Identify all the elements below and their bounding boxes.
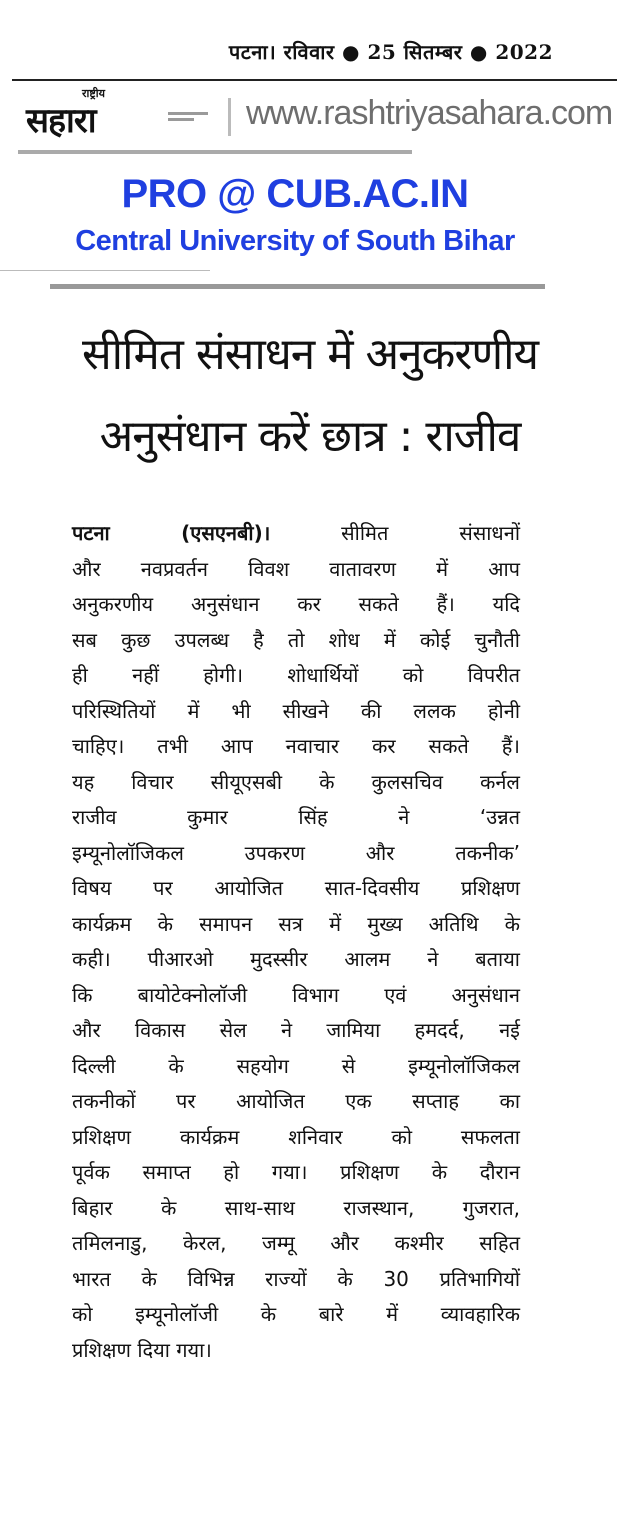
- masthead-rule: [18, 150, 412, 154]
- headline-rule: [50, 284, 545, 289]
- article-line: इम्यूनोलॉजिकल उपकरण और तकनीक’: [72, 840, 520, 865]
- article-line: अनुकरणीय अनुसंधान कर सकते हैं। यदि: [72, 592, 520, 616]
- article-line: और विकास सेल ने जामिया हमदर्द, नई: [72, 1018, 520, 1042]
- article-line: प्रशिक्षण दिया गया।: [72, 1337, 212, 1362]
- article-line: कि बायोटेक्नोलॉजी विभाग एवं अनुसंधान: [72, 982, 520, 1007]
- article-line: को इम्यूनोलॉजी के बारे में व्यावहारिक: [72, 1302, 520, 1326]
- edition-dateline: पटना। रविवार ● 25 सितम्बर ● 2022: [228, 40, 553, 64]
- article-line: दिल्ली के सहयोग से इम्यूनोलॉजिकल: [72, 1053, 520, 1078]
- article-line: और नवप्रवर्तन विवश वातावरण में आप: [72, 556, 520, 581]
- article-dateline: पटना (एसएनबी)।: [72, 521, 271, 545]
- newspaper-logo: सहारा: [26, 101, 96, 141]
- article-line: भारत के विभिन्न राज्यों के 30 प्रतिभागियों: [72, 1266, 520, 1291]
- pro-email-overlay: PRO @ CUB.AC.IN: [121, 172, 469, 216]
- logo-stripes-icon: [168, 112, 210, 126]
- article-line: तमिलनाडु, केरल, जम्मू और कश्मीर सहित: [72, 1231, 520, 1255]
- article-line: राजीव कुमार सिंह ने ‘उन्नत: [72, 805, 520, 829]
- article-line: सब कुछ उपलब्ध है तो शोध में कोई चुनौती: [72, 627, 520, 652]
- article-headline: [30, 314, 590, 478]
- article-line: कही। पीआरओ मुदस्सीर आलम ने बताया: [72, 947, 520, 971]
- article-line: पूर्वक समाप्त हो गया। प्रशिक्षण के दौरान: [72, 1160, 520, 1184]
- article-line: ही नहीं होगी। शोधार्थियों को विपरीत: [72, 663, 520, 687]
- headline-line-1: सीमित संसाधन में अनुकरणीय: [81, 329, 539, 380]
- masthead: [18, 84, 618, 148]
- headline-line-2: अनुसंधान करें छात्र : राजीव: [99, 411, 521, 462]
- article-text: सीमित संसाधनों: [341, 521, 521, 545]
- article-line: चाहिए। तभी आप नवाचार कर सकते हैं।: [72, 734, 520, 758]
- article-line: प्रशिक्षण कार्यक्रम शनिवार को सफलता: [72, 1124, 520, 1149]
- newspaper-url: www.rashtriyasahara.com: [246, 94, 613, 132]
- article-line: विषय पर आयोजित सात-दिवसीय प्रशिक्षण: [72, 876, 520, 900]
- article-line: कार्यक्रम के समापन सत्र में मुख्य अतिथि के: [72, 911, 520, 936]
- article-line: यह विचार सीयूएसबी के कुलसचिव कर्नल: [72, 769, 520, 794]
- article-line: परिस्थितियों में भी सीखने की ललक होनी: [72, 698, 520, 723]
- logo-small-text: राष्ट्रीय: [82, 87, 106, 100]
- university-name-overlay: Central University of South Bihar: [75, 225, 515, 257]
- article-body: [72, 516, 520, 1368]
- clipping-edge: [0, 270, 210, 271]
- article-line: [72, 516, 520, 552]
- article-line: तकनीकों पर आयोजित एक सप्ताह का: [72, 1089, 520, 1113]
- top-rule: [12, 79, 617, 81]
- article-line: बिहार के साथ-साथ राजस्थान, गुजरात,: [72, 1195, 520, 1220]
- masthead-divider: [228, 98, 231, 136]
